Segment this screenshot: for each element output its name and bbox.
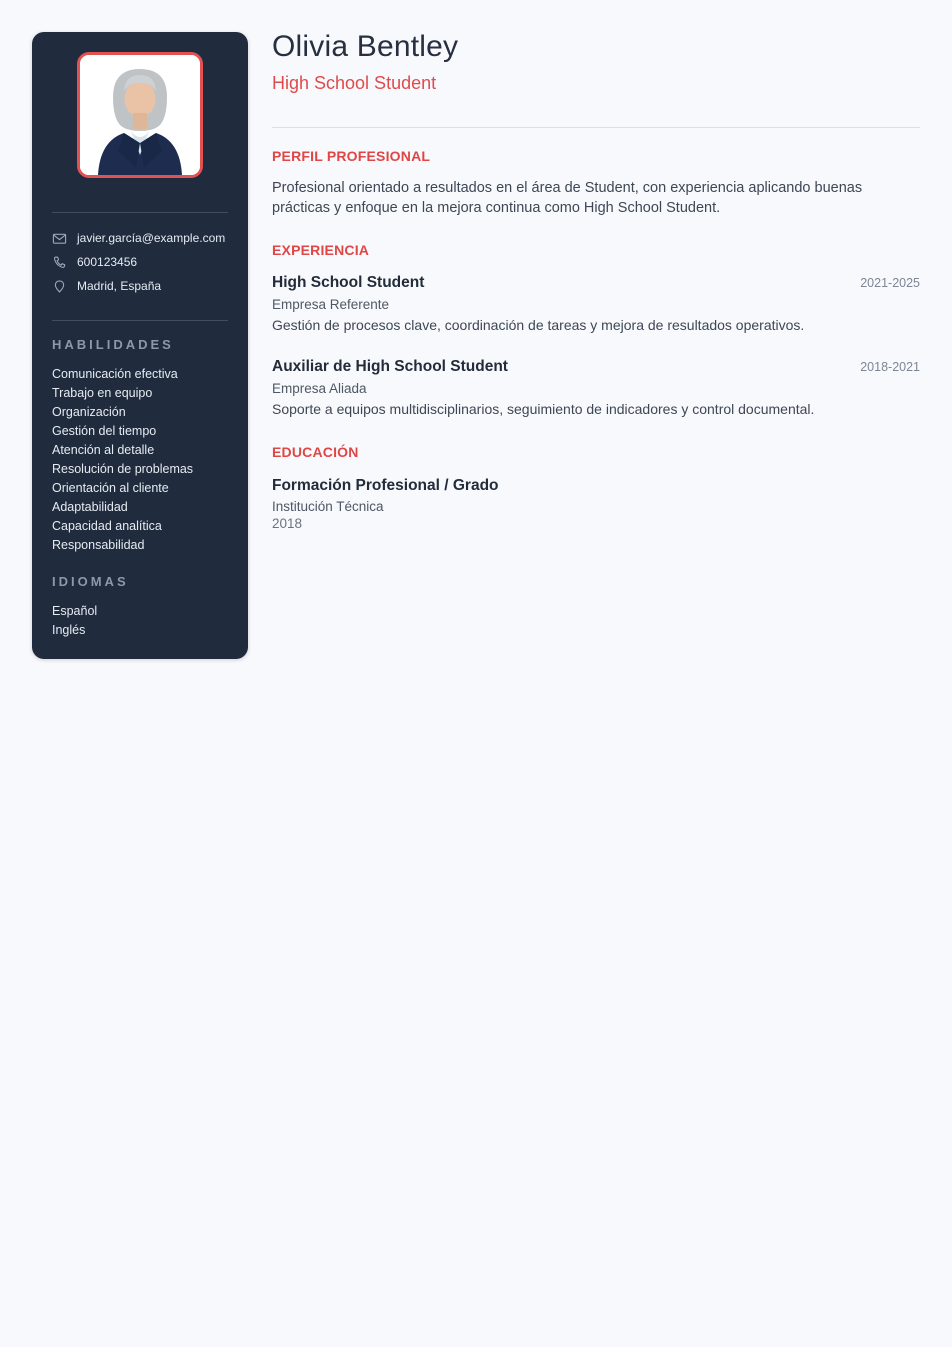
skill-item: Orientación al cliente	[52, 481, 169, 495]
experience-item	[272, 357, 920, 419]
language-item: Español	[52, 604, 98, 618]
contact-phone	[52, 255, 228, 270]
main-content	[272, 30, 920, 532]
languages-heading: IDIOMAS	[52, 574, 129, 589]
job-dates: 2021-2025	[860, 276, 920, 290]
skill-item: Capacidad analítica	[52, 519, 162, 533]
graduation-year: 2018	[272, 516, 303, 531]
job-header	[272, 273, 920, 292]
degree-title: Formación Profesional / Grado	[272, 477, 499, 494]
contact-list	[52, 231, 228, 294]
phone-icon	[52, 255, 67, 270]
sidebar-divider-bottom	[52, 320, 228, 321]
portrait-illustration	[80, 55, 200, 175]
job-company: Empresa Aliada	[272, 381, 367, 396]
sidebar	[32, 32, 248, 659]
languages-list	[52, 602, 228, 640]
skill-item: Resolución de problemas	[52, 462, 194, 476]
contact-email-text: javier.garcía@example.com	[77, 231, 226, 245]
job-dates: 2018-2021	[860, 360, 920, 374]
candidate-title: High School Student	[272, 73, 437, 93]
sidebar-divider-top	[52, 212, 228, 213]
skill-item: Organización	[52, 405, 126, 419]
language-item: Inglés	[52, 623, 86, 637]
job-company: Empresa Referente	[272, 297, 390, 312]
skill-item: Trabajo en equipo	[52, 386, 153, 400]
job-title: High School Student	[272, 274, 425, 291]
location-pin-icon	[52, 279, 67, 294]
job-description: Gestión de procesos clave, coordinación de tareas y mejora de resultados operativos.	[272, 317, 805, 333]
skill-item: Atención al detalle	[52, 443, 155, 457]
header-divider	[272, 127, 920, 128]
profile-text: Profesional orientado a resultados en el área de Student, con experiencia aplicando buenas prácticas y enfoque en la mejora continua como High School Student.	[272, 180, 863, 216]
job-description: Soporte a equipos multidisciplinarios, seguimiento de indicadores y control documental.	[272, 401, 815, 417]
contact-phone-text: 600123456	[77, 255, 138, 269]
experience-section-heading: EXPERIENCIA	[272, 242, 370, 258]
envelope-icon	[52, 231, 67, 246]
skills-heading: HABILIDADES	[52, 337, 174, 352]
candidate-name: Olivia Bentley	[272, 30, 459, 63]
skills-list	[52, 365, 228, 555]
skill-item: Adaptabilidad	[52, 500, 128, 514]
contact-location-text: Madrid, España	[77, 279, 162, 293]
education-section-heading: EDUCACIÓN	[272, 444, 359, 460]
job-header	[272, 357, 920, 376]
profile-section-heading: PERFIL PROFESIONAL	[272, 148, 431, 164]
skill-item: Comunicación efectiva	[52, 367, 178, 381]
job-title: Auxiliar de High School Student	[272, 358, 508, 375]
education-item	[272, 476, 920, 532]
skill-item: Gestión del tiempo	[52, 424, 157, 438]
profile-photo	[77, 52, 203, 178]
contact-email	[52, 231, 228, 246]
skill-item: Responsabilidad	[52, 538, 145, 552]
institution: Institución Técnica	[272, 499, 384, 514]
experience-item	[272, 273, 920, 335]
contact-location	[52, 279, 228, 294]
